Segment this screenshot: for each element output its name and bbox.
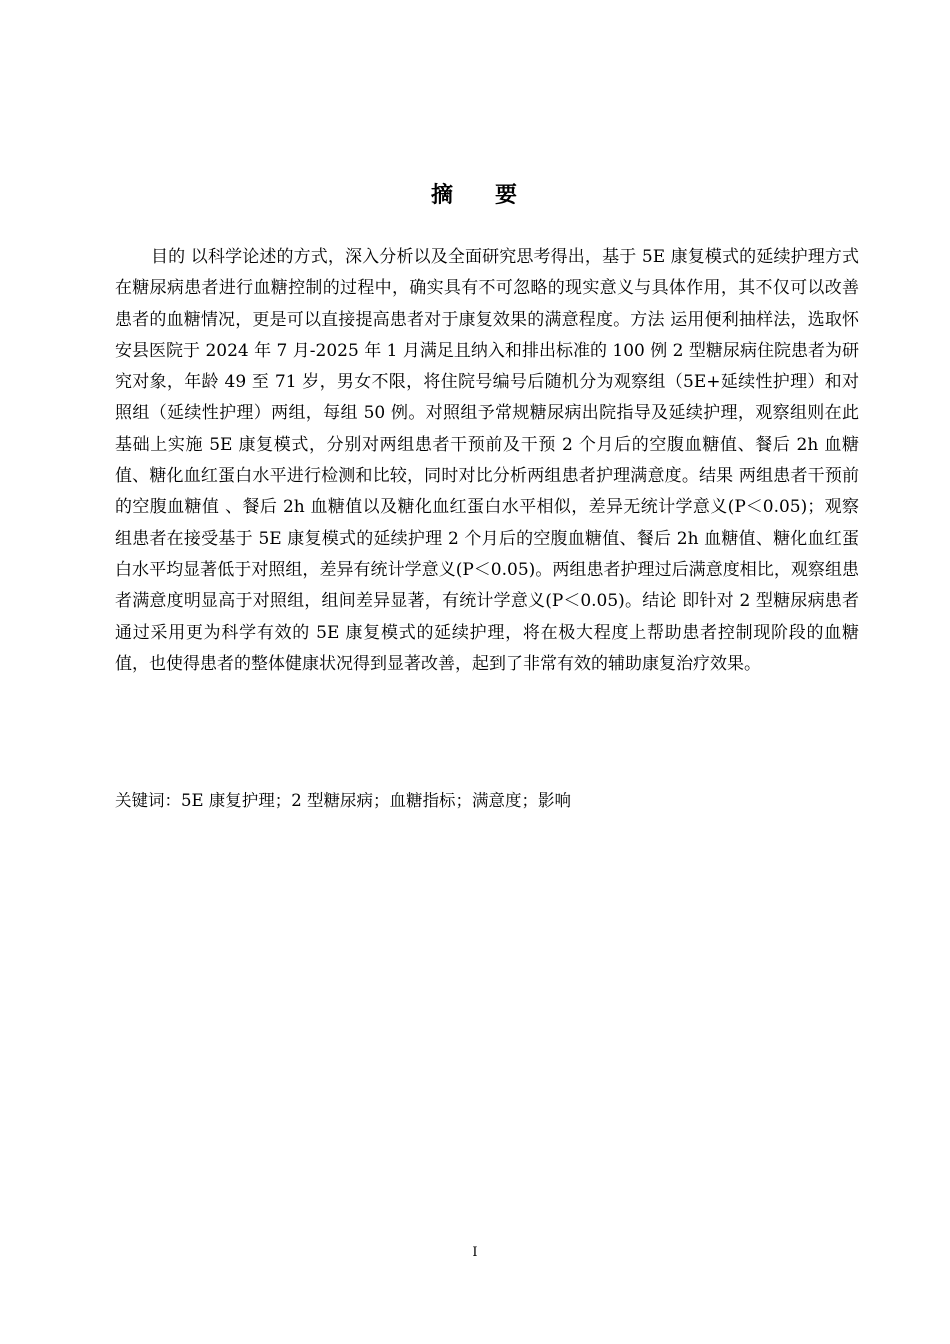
page-number: I xyxy=(472,1245,478,1260)
keywords-line: 关键词：5E 康复护理；2 型糖尿病；血糖指标；满意度；影响 xyxy=(115,791,572,810)
abstract-paragraph: 目的 以科学论述的方式，深入分析以及全面研究思考得出，基于 5E 康复模式的延续护理方式在糖尿病患者进行血糖控制的过程中，确实具有不可忽略的现实意义与具体作用，其不仅可以改善患者的血糖情况，更是可以直接提高患者对于康复效果的满意程度。方法 运用便利抽样法，选取怀安县医院于 2024 年 7 月-2025 年 1 月满足且纳入和排出标准的 100 例 2 型糖尿病住院患者为研究对象，年龄 49 至 71 岁，男女不限，将住院号编号后随机分为观察组（5E+延续性护理）和对照组（延续性护理）两组，每组 50 例。对照组予常规糖尿病出院指导及延续护理，观察组则在此基础上实施 5E 康复模式，分别对两组患者干预前及干预 2 个月后的空腹血糖值、餐后 2h 血糖值、糖化血红蛋白水平进行检测和比较，同时对比分析两组患者护理满意度。结果 两组患者干预前的空腹血糖值 、餐后 2h 血糖值以及糖化血红蛋白水平相似，差异无统计学意义(P＜0.05)；观察组患者在接受基于 5E 康复模式的延续护理 2 个月后的空腹血糖值、餐后 2h 血糖值、糖化血红蛋白水平均显著低于对照组，差异有统计学意义(P＜0.05)。两组患者护理过后满意度相比，观察组患者满意度明显高于对照组，组间差异显著，有统计学意义(P＜0.05)。结论 即针对 2 型糖尿病患者通过采用更为科学有效的 5E 康复模式的延续护理，将在极大程度上帮助患者控制现阶段的血糖值，也使得患者的整体健康状况得到显著改善，起到了非常有效的辅助康复治疗效果。 xyxy=(115,247,859,674)
page-title xyxy=(0,178,950,209)
title-char-2: 要 xyxy=(495,182,520,208)
title-char-1: 摘 xyxy=(430,182,455,208)
